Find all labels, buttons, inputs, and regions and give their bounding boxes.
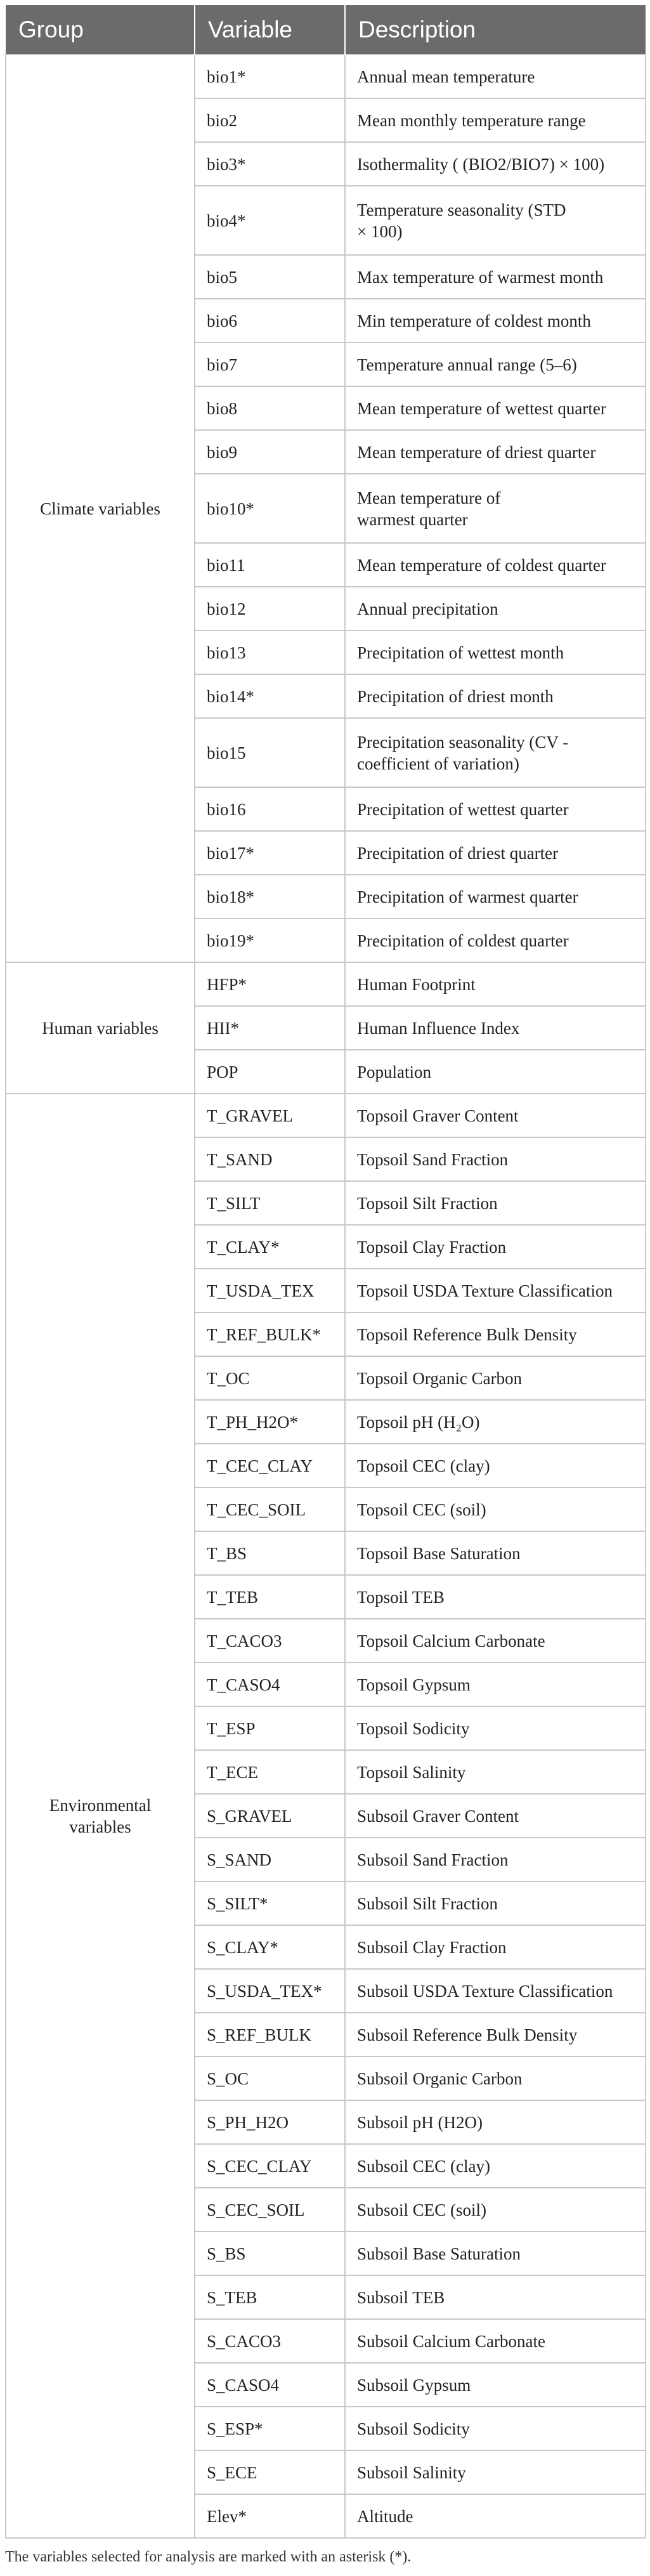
variable-cell: bio5: [195, 255, 345, 299]
variable-cell: S_CEC_CLAY: [195, 2144, 345, 2188]
description-cell: Subsoil Sodicity: [345, 2407, 646, 2450]
description-cell: Human Footprint: [345, 962, 646, 1006]
variable-cell: T_USDA_TEX: [195, 1269, 345, 1312]
variable-cell: Elev*: [195, 2494, 345, 2538]
description-cell: Subsoil Sand Fraction: [345, 1838, 646, 1881]
variable-cell: bio19*: [195, 919, 345, 962]
description-cell: Topsoil CEC (soil): [345, 1487, 646, 1531]
description-line: × 100): [357, 221, 403, 241]
variable-cell: S_CLAY*: [195, 1925, 345, 1969]
description-cell: Topsoil CEC (clay): [345, 1444, 646, 1487]
variable-cell: bio14*: [195, 674, 345, 718]
description-cell: Subsoil Clay Fraction: [345, 1925, 646, 1969]
table-header-row: [6, 5, 646, 55]
variable-cell: bio18*: [195, 875, 345, 919]
description-cell: Mean temperature of coldest quarter: [345, 543, 646, 587]
variable-cell: T_PH_H2O*: [195, 1400, 345, 1444]
description-cell: Subsoil Base Saturation: [345, 2232, 646, 2275]
description-cell: Mean temperature of wettest quarter: [345, 386, 646, 430]
variable-cell: T_TEB: [195, 1575, 345, 1619]
variable-cell: S_CASO4: [195, 2363, 345, 2407]
variable-cell: T_CLAY*: [195, 1225, 345, 1269]
description-cell: Topsoil USDA Texture Classification: [345, 1269, 646, 1312]
variable-cell: bio8: [195, 386, 345, 430]
description-cell: Human Influence Index: [345, 1006, 646, 1050]
description-cell: Mean temperature of driest quarter: [345, 430, 646, 474]
description-cell: Topsoil Clay Fraction: [345, 1225, 646, 1269]
description-cell: Subsoil Silt Fraction: [345, 1881, 646, 1925]
header-group: Group: [6, 5, 195, 55]
group-label-line: Environmental: [49, 1795, 152, 1815]
description-cell: Isothermality ( (BIO2/BIO7) × 100): [345, 142, 646, 186]
description-cell: Subsoil CEC (clay): [345, 2144, 646, 2188]
variable-cell: S_TEB: [195, 2275, 345, 2319]
description-cell: Topsoil Salinity: [345, 1750, 646, 1794]
description-cell: Topsoil Organic Carbon: [345, 1356, 646, 1400]
variable-cell: bio1*: [195, 55, 345, 98]
description-cell: Subsoil CEC (soil): [345, 2188, 646, 2232]
variable-cell: T_CEC_CLAY: [195, 1444, 345, 1487]
description-cell: Precipitation of wettest month: [345, 631, 646, 674]
variable-cell: bio15: [195, 718, 345, 787]
variable-cell: bio13: [195, 631, 345, 674]
description-line: warmest quarter: [357, 509, 468, 529]
description-line: coefficient of variation): [357, 754, 519, 773]
variable-cell: S_PH_H2O: [195, 2100, 345, 2144]
table-row: [6, 962, 646, 1006]
variable-cell: bio12: [195, 587, 345, 631]
description-cell: Mean monthly temperature range: [345, 98, 646, 142]
variable-cell: bio10*: [195, 474, 345, 543]
description-cell: Topsoil Sodicity: [345, 1706, 646, 1750]
description-cell: Precipitation of driest month: [345, 674, 646, 718]
table-row: [6, 1094, 646, 1137]
description-cell: Topsoil Base Saturation: [345, 1531, 646, 1575]
description-cell: Topsoil Silt Fraction: [345, 1181, 646, 1225]
variable-cell: bio17*: [195, 831, 345, 875]
variable-cell: bio7: [195, 343, 345, 386]
variable-cell: T_SAND: [195, 1137, 345, 1181]
variable-cell: S_ESP*: [195, 2407, 345, 2450]
description-cell: Subsoil pH (H2O): [345, 2100, 646, 2144]
description-cell: Temperature annual range (5–6): [345, 343, 646, 386]
group-cell: Human variables: [6, 962, 195, 1094]
variable-cell: T_ESP: [195, 1706, 345, 1750]
description-cell: Annual mean temperature: [345, 55, 646, 98]
description-cell: Population: [345, 1050, 646, 1094]
variable-cell: T_CEC_SOIL: [195, 1487, 345, 1531]
description-cell: Subsoil Reference Bulk Density: [345, 2013, 646, 2056]
variable-cell: T_GRAVEL: [195, 1094, 345, 1137]
variable-cell: T_ECE: [195, 1750, 345, 1794]
description-cell: Precipitation of warmest quarter: [345, 875, 646, 919]
variable-cell: T_CACO3: [195, 1619, 345, 1663]
description-cell: Topsoil TEB: [345, 1575, 646, 1619]
variable-cell: bio16: [195, 787, 345, 831]
description-cell: Topsoil Sand Fraction: [345, 1137, 646, 1181]
header-variable: Variable: [195, 5, 345, 55]
description-cell: Topsoil Graver Content: [345, 1094, 646, 1137]
description-cell: Subsoil Organic Carbon: [345, 2056, 646, 2100]
description-cell: Subsoil USDA Texture Classification: [345, 1969, 646, 2013]
description-line: Temperature seasonality (STD: [357, 200, 566, 219]
variable-cell: bio3*: [195, 142, 345, 186]
variable-cell: HFP*: [195, 962, 345, 1006]
table-row: [6, 55, 646, 98]
variable-cell: bio11: [195, 543, 345, 587]
variable-cell: bio9: [195, 430, 345, 474]
description-cell: Min temperature of coldest month: [345, 299, 646, 343]
description-cell: Altitude: [345, 2494, 646, 2538]
variable-cell: S_SILT*: [195, 1881, 345, 1925]
variable-cell: S_GRAVEL: [195, 1794, 345, 1838]
variable-cell: S_USDA_TEX*: [195, 1969, 345, 2013]
variable-cell: S_BS: [195, 2232, 345, 2275]
description-cell: Precipitation of driest quarter: [345, 831, 646, 875]
description-cell: Precipitation of wettest quarter: [345, 787, 646, 831]
variable-cell: T_SILT: [195, 1181, 345, 1225]
group-cell: Climate variables: [6, 55, 195, 962]
description-cell: Max temperature of warmest month: [345, 255, 646, 299]
variable-cell: S_ECE: [195, 2450, 345, 2494]
variable-cell: S_CACO3: [195, 2319, 345, 2363]
header-description: Description: [345, 5, 646, 55]
group-label-line: variables: [69, 1817, 131, 1836]
description-cell: Topsoil Reference Bulk Density: [345, 1312, 646, 1356]
variable-cell: T_OC: [195, 1356, 345, 1400]
variables-table: [5, 5, 646, 2539]
variable-cell: HII*: [195, 1006, 345, 1050]
variable-cell: S_OC: [195, 2056, 345, 2100]
description-cell: Subsoil Graver Content: [345, 1794, 646, 1838]
description-cell: Subsoil TEB: [345, 2275, 646, 2319]
description-line: Precipitation seasonality (CV -: [357, 732, 569, 752]
description-cell: Subsoil Salinity: [345, 2450, 646, 2494]
variable-cell: bio4*: [195, 186, 345, 255]
description-cell: Precipitation of coldest quarter: [345, 919, 646, 962]
variable-cell: T_BS: [195, 1531, 345, 1575]
group-cell: [6, 1094, 195, 2538]
variable-cell: S_CEC_SOIL: [195, 2188, 345, 2232]
variable-cell: bio6: [195, 299, 345, 343]
description-cell: Annual precipitation: [345, 587, 646, 631]
description-cell: [345, 718, 646, 787]
variable-cell: T_REF_BULK*: [195, 1312, 345, 1356]
description-cell: [345, 474, 646, 543]
description-cell: Subsoil Gypsum: [345, 2363, 646, 2407]
description-cell: [345, 186, 646, 255]
description-line: Mean temperature of: [357, 488, 501, 507]
table-footnote: The variables selected for analysis are marked with an asterisk (*).: [5, 2549, 412, 2565]
description-cell: Subsoil Calcium Carbonate: [345, 2319, 646, 2363]
variable-cell: bio2: [195, 98, 345, 142]
description-cell: Topsoil Gypsum: [345, 1663, 646, 1706]
variable-cell: POP: [195, 1050, 345, 1094]
variable-cell: S_SAND: [195, 1838, 345, 1881]
table-body: [6, 55, 646, 2538]
variable-cell: S_REF_BULK: [195, 2013, 345, 2056]
description-cell: Topsoil Calcium Carbonate: [345, 1619, 646, 1663]
description-cell: Topsoil pH (H₂O): [345, 1400, 646, 1444]
variable-cell: T_CASO4: [195, 1663, 345, 1706]
